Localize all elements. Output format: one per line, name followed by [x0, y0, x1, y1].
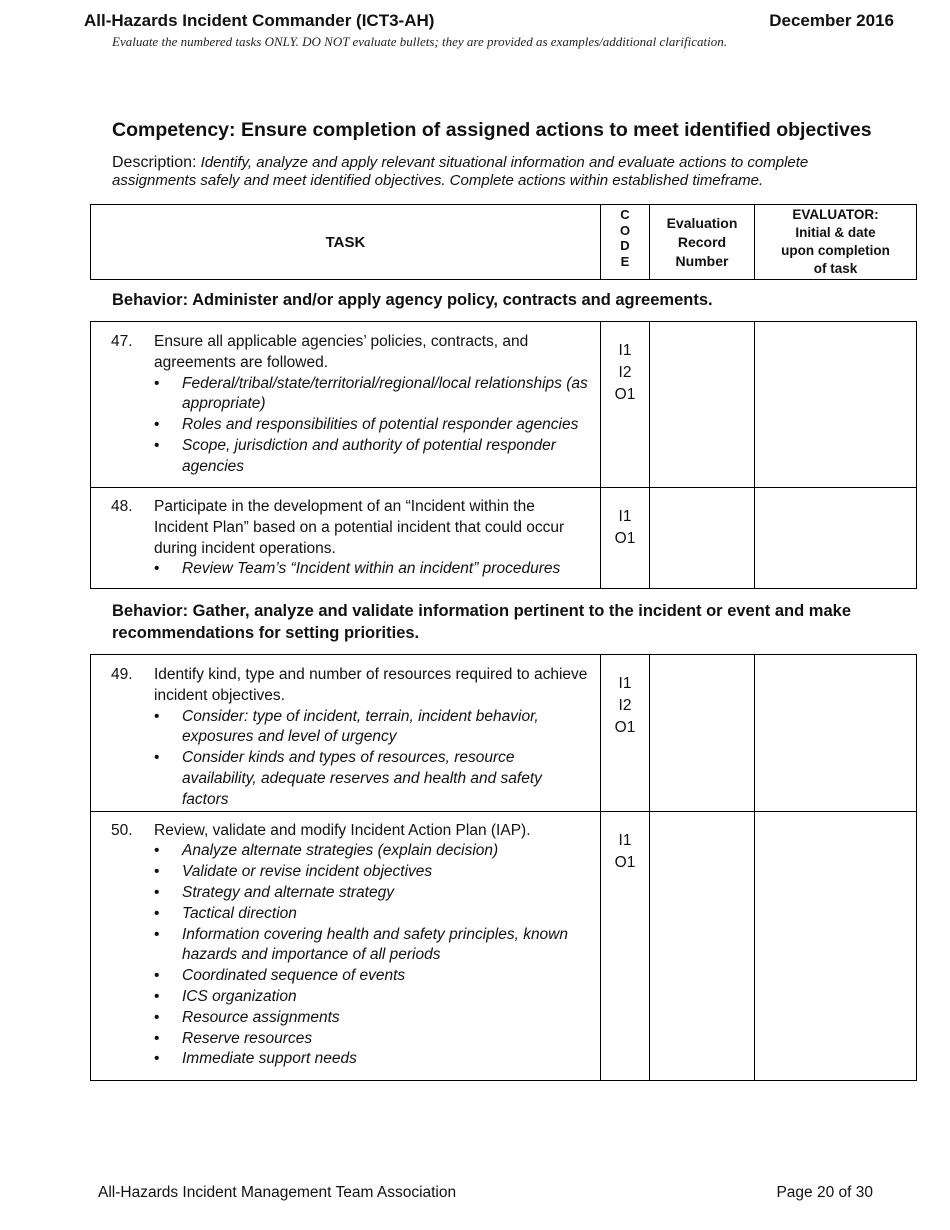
- code-value: I2: [618, 697, 632, 714]
- evaluation-note: Evaluate the numbered tasks ONLY. DO NOT evaluate bullets; they are provided as examples/additional clarification.: [112, 34, 727, 49]
- page-number: Page 20 of 30: [776, 1184, 873, 1201]
- task-cell: [91, 322, 601, 488]
- task-table: [90, 654, 917, 1081]
- task-number: 50.: [111, 821, 133, 839]
- task-number: 47.: [111, 333, 133, 350]
- task-cell: [91, 811, 601, 1080]
- task-text: Identify kind, type and number of resources required to achieve incident objectives.: [154, 666, 588, 704]
- bullet-list: [154, 707, 592, 811]
- task-table: [90, 321, 917, 589]
- competency-title: Competency: Ensure completion of assigned actions to meet identified objectives: [112, 119, 872, 141]
- code-value: I1: [618, 342, 632, 359]
- evaluation-record-cell[interactable]: [650, 655, 755, 812]
- footer-organization: All-Hazards Incident Management Team Association: [98, 1184, 457, 1201]
- table-row: [91, 655, 917, 812]
- bullet-list: [154, 841, 592, 1070]
- task-number: 49.: [111, 666, 133, 683]
- list-item: • Federal/tribal/state/territorial/regional/local relationships (as appropriate): [154, 374, 592, 416]
- task-text: Review, validate and modify Incident Action Plan (IAP).: [154, 821, 531, 839]
- list-item: • Information covering health and safety principles, known hazards and importance of all periods: [154, 925, 592, 967]
- code-value: O1: [614, 853, 636, 871]
- header-line: Initial & date: [795, 225, 876, 240]
- competency-description: [112, 154, 872, 190]
- evaluation-record-cell[interactable]: [650, 488, 755, 589]
- table-row: [91, 811, 917, 1080]
- behavior-heading: Behavior: Administer and/or apply agency policy, contracts and agreements.: [112, 291, 713, 309]
- task-column-header: TASK: [91, 205, 601, 280]
- evaluation-record-column-header: [650, 205, 755, 280]
- header-line: EVALUATOR:: [792, 207, 879, 222]
- document-title: All-Hazards Incident Commander (ICT3-AH): [84, 11, 435, 30]
- header-line: Record: [677, 233, 727, 250]
- task-header-table: [90, 204, 917, 280]
- list-item: • Analyze alternate strategies (explain decision): [154, 841, 592, 862]
- header-line: Number: [675, 252, 729, 269]
- evaluator-initial-cell[interactable]: [755, 322, 917, 488]
- code-column-header: [601, 205, 650, 280]
- evaluator-initial-cell[interactable]: [755, 488, 917, 589]
- list-item: • Immediate support needs: [154, 1049, 592, 1070]
- table-row: [91, 322, 917, 488]
- header-line: of task: [813, 261, 858, 276]
- evaluation-record-cell[interactable]: [650, 322, 755, 488]
- header-line: upon completion: [781, 243, 890, 258]
- description-label: Description:: [112, 154, 197, 171]
- list-item: • Review Team’s “Incident within an incident” procedures: [154, 559, 592, 580]
- code-value: O1: [614, 530, 636, 547]
- code-letter: D: [620, 238, 630, 253]
- list-item: • Roles and responsibilities of potential responder agencies: [154, 415, 592, 436]
- document-date: December 2016: [769, 11, 894, 30]
- code-letter: E: [620, 253, 630, 269]
- list-item: • Resource assignments: [154, 1008, 592, 1029]
- code-letter: C: [620, 207, 630, 222]
- code-letter: O: [619, 222, 631, 238]
- list-item: • Validate or revise incident objectives: [154, 862, 592, 883]
- task-number: 48.: [111, 498, 133, 515]
- code-value: I1: [618, 675, 632, 692]
- code-value: I1: [618, 831, 632, 849]
- table-row: [91, 488, 917, 589]
- list-item: • Reserve resources: [154, 1029, 592, 1050]
- list-item: • Tactical direction: [154, 904, 592, 925]
- code-value: I2: [618, 364, 632, 381]
- task-cell: [91, 488, 601, 589]
- code-cell: [601, 811, 650, 1080]
- list-item: • Scope, jurisdiction and authority of potential responder agencies: [154, 436, 592, 478]
- bullet-list: [154, 374, 592, 478]
- evaluator-initial-cell[interactable]: [755, 811, 917, 1080]
- behavior-heading: Behavior: Gather, analyze and validate information pertinent to the incident or event and make recommendations for setting priorities.: [112, 602, 851, 642]
- evaluation-record-cell[interactable]: [650, 811, 755, 1080]
- code-cell: [601, 488, 650, 589]
- code-cell: [601, 655, 650, 812]
- code-cell: [601, 322, 650, 488]
- task-cell: [91, 655, 601, 812]
- header-line: Evaluation: [666, 214, 738, 231]
- list-item: • Coordinated sequence of events: [154, 966, 592, 987]
- code-value: O1: [614, 719, 636, 736]
- list-item: • ICS organization: [154, 987, 592, 1008]
- task-text: Ensure all applicable agencies’ policies, contracts, and agreements are followed.: [154, 333, 529, 371]
- task-text: Participate in the development of an “Incident within the Incident Plan” based on a potential incident that could occur during incident operations.: [154, 498, 565, 557]
- list-item: • Strategy and alternate strategy: [154, 883, 592, 904]
- list-item: • Consider: type of incident, terrain, incident behavior, exposures and level of urgency: [154, 707, 592, 749]
- code-value: O1: [614, 386, 636, 403]
- description-text: Identify, analyze and apply relevant situational information and evaluate actions to complete assignments safely and meet identified objectives. Complete actions within established timeframe.: [112, 154, 809, 189]
- evaluator-column-header: [755, 205, 917, 280]
- code-value: I1: [618, 508, 632, 525]
- evaluator-initial-cell[interactable]: [755, 655, 917, 812]
- list-item: • Consider kinds and types of resources, resource availability, adequate reserves and health and safety factors: [154, 748, 592, 810]
- bullet-list: [154, 559, 592, 580]
